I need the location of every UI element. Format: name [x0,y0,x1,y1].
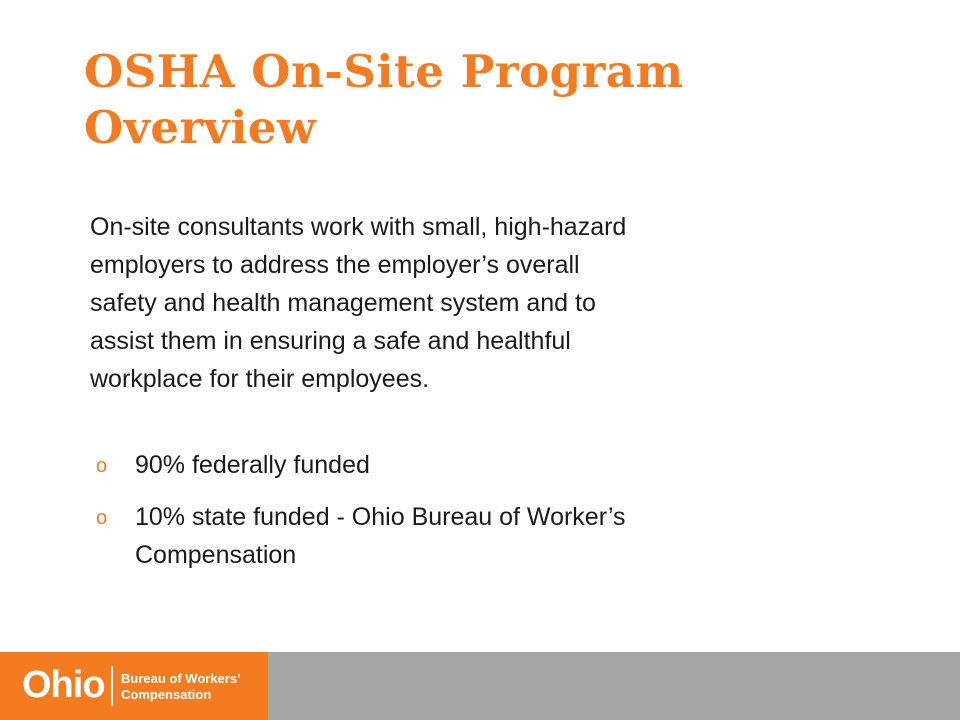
intro-line: workplace for their employees. [90,365,430,393]
intro-line: employers to address the employer’s overall [90,251,580,279]
ohio-logo-word: Ohio [22,664,105,706]
bullet-line: 10% state funded - Ohio Bureau of Worker’s [135,503,626,531]
bwc-logo [0,652,268,720]
bullet-item-state [96,498,816,574]
intro-paragraph [90,208,810,398]
funding-bullet-list [96,446,816,588]
intro-line: assist them in ensuring a safe and healthful [90,327,571,355]
logo-line-2: Compensation [121,687,212,702]
bullet-text [135,446,816,484]
logo-divider [111,666,113,706]
bullet-line: 90% federally funded [135,451,370,479]
footer-bar [0,652,960,720]
slide-title-line-2: Overview [84,101,317,154]
intro-line: On-site consultants work with small, high-hazard [90,213,627,241]
bullet-marker-icon: o [96,455,108,477]
bullet-line: Compensation [135,541,297,569]
slide-title-line-1: OSHA On-Site Program [84,45,684,98]
logo-line-1: Bureau of Workers’ [121,671,241,686]
bullet-item-federal [96,446,816,484]
bullet-marker-icon: o [96,507,108,529]
intro-line: safety and health management system and to [90,289,596,317]
slide-title [84,44,904,156]
bullet-text [135,498,816,574]
